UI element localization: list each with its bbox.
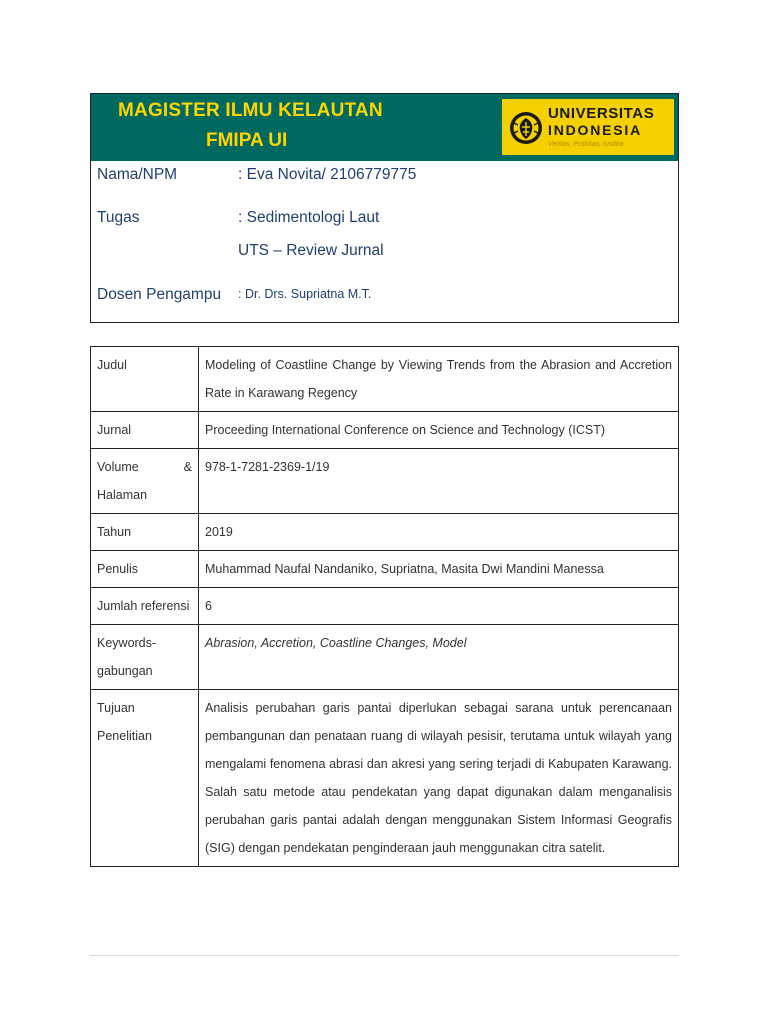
makara-seal-icon <box>509 111 543 145</box>
row-label: Tahun <box>91 514 199 551</box>
row-label: Judul <box>91 347 199 412</box>
header-box <box>90 93 679 323</box>
title-banner <box>91 94 678 161</box>
table-row <box>91 551 679 588</box>
page-divider <box>90 955 679 956</box>
row-value: Proceeding International Conference on Science and Technology (ICST) <box>199 412 679 449</box>
row-value: 978-1-7281-2369-1/19 <box>199 449 679 514</box>
tugas-subvalue: UTS – Review Jurnal <box>238 242 384 259</box>
university-logo <box>502 99 674 155</box>
row-label: Jurnal <box>91 412 199 449</box>
faculty-title: FMIPA UI <box>206 130 288 151</box>
logo-tagline: Veritas, Probitas, Iustitia <box>548 141 624 148</box>
review-table <box>90 346 679 867</box>
row-value: Modeling of Coastline Change by Viewing Trends from the Abrasion and Accretion Rate in Karawang Regency <box>199 347 679 412</box>
table-row <box>91 412 679 449</box>
tugas-label: Tugas <box>97 209 140 226</box>
row-value: 2019 <box>199 514 679 551</box>
table-row <box>91 347 679 412</box>
table-row <box>91 449 679 514</box>
dosen-label: Dosen Pengampu <box>97 286 222 303</box>
table-row <box>91 690 679 867</box>
table-row <box>91 588 679 625</box>
row-value: Abrasion, Accretion, Coastline Changes, Model <box>199 625 679 690</box>
row-label: Jumlah referensi <box>91 588 199 625</box>
row-value: Muhammad Naufal Nandaniko, Supriatna, Masita Dwi Mandini Manessa <box>199 551 679 588</box>
table-row <box>91 514 679 551</box>
row-value: Analisis perubahan garis pantai diperlukan sebagai sarana untuk perencanaan pembangunan dan penataan ruang di wilayah pesisir, terutama untuk wilayah yang mengalami fenomena abrasi dan akresi yang sering terjadi di Kabupaten Karawang. Salah satu metode atau pendekatan yang dapat digunakan dalam menganalisis perubahan garis pantai adalah dengan menggunakan Sistem Informasi Geografis (SIG) dengan pendekatan penginderaan jauh menggunakan citra satelit. <box>199 690 679 867</box>
nama-npm-label: Nama/NPM <box>97 166 178 183</box>
nama-npm-value: : Eva Novita/ 2106779775 <box>238 166 417 183</box>
row-value: 6 <box>199 588 679 625</box>
row-label: Keywords-gabungan <box>91 625 199 690</box>
table-row <box>91 625 679 690</box>
row-label: Tujuan Penelitian <box>91 690 199 867</box>
tugas-value: : Sedimentologi Laut <box>238 209 380 226</box>
logo-word-universitas: UNIVERSITAS <box>548 105 655 122</box>
dosen-value: : Dr. Drs. Supriatna M.T. <box>238 287 372 301</box>
row-label: Volume & Halaman <box>91 449 199 514</box>
row-label: Penulis <box>91 551 199 588</box>
logo-word-indonesia: INDONESIA <box>548 122 642 138</box>
program-title: MAGISTER ILMU KELAUTAN <box>118 100 383 121</box>
